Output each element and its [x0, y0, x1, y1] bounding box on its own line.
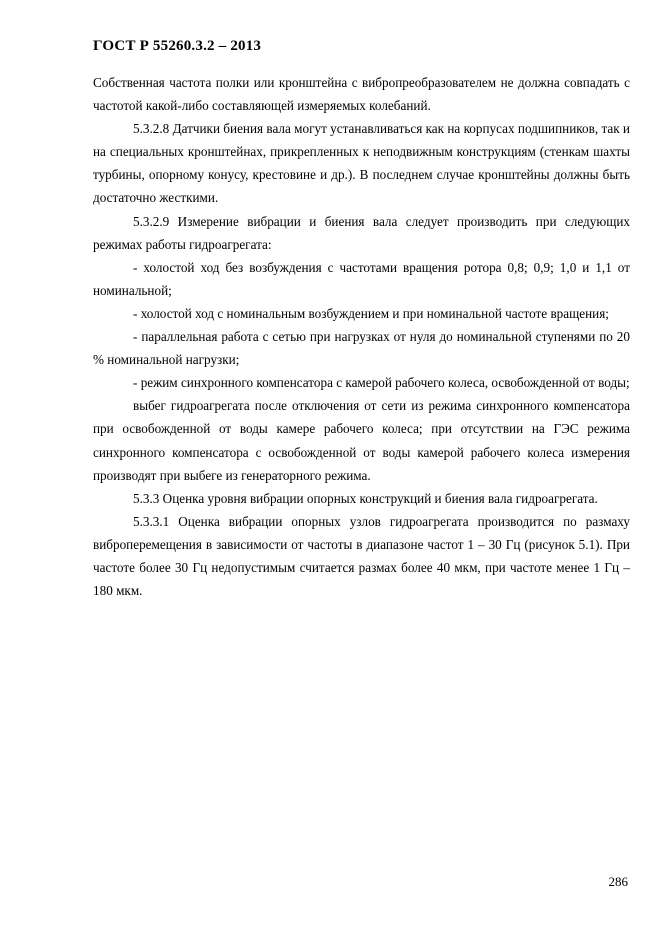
paragraph-5-3-2-9: 5.3.2.9 Измерение вибрации и биения вала следует производить при следующих режимах работы гидроагрегата:	[93, 213, 630, 252]
paragraph-5-3-2-8: 5.3.2.8 Датчики биения вала могут устанавливаться как на корпусах подшипников, так и на специальных кронштейнах, прикрепленных к неподвижным конструкциям (стенкам шахты турбины, опорному конусу, крестовине и др.). В последнем случае кронштейны должны быть достаточно жесткими.	[93, 121, 630, 206]
paragraph-5-3-3-1: 5.3.3.1 Оценка вибрации опорных узлов гидроагрегата производится по размаху виброперемещения в зависимости от частоты в диапазоне частот 1 – 30 Гц (рисунок 5.1). При частоте более 30 Гц недопустимым считается размах более 40 мкм, при частоте менее 1 Гц – 180 мкм.	[93, 513, 630, 599]
page-number: 286	[608, 874, 628, 889]
list-item-synchronous-compensator: - режим синхронного компенсатора с камерой рабочего колеса, освобожденной от воды;	[133, 375, 630, 391]
paragraph-natural-frequency: Собственная частота полки или кронштейна с вибропреобразователем не должна совпадать с частотой какой-либо составляющей измеряемых колебаний.	[93, 75, 630, 114]
document-header: ГОСТ Р 55260.3.2 – 2013	[93, 38, 262, 54]
document-body	[93, 71, 630, 602]
list-item-idle-nominal-excitation: - холостой ход с номинальным возбуждением и при номинальной частоте вращения;	[133, 305, 609, 321]
paragraph-5-3-3: 5.3.3 Оценка уровня вибрации опорных конструкций и биения вала гидроагрегата.	[133, 490, 598, 506]
list-item-runout-after-disconnect: выбег гидроагрегата после отключения от сети из режима синхронного компенсатора при освобожденной от воды камере рабочего колеса; при отсутствии на ГЭС режима синхронного компенсатора с освобожденной от воды камерой рабочего колеса измерения производят при выбеге из генераторного режима.	[93, 398, 630, 483]
list-item-idle-no-excitation: - холостой ход без возбуждения с частотами вращения ротора 0,8; 0,9; 1,0 и 1,1 от номинальной;	[93, 259, 630, 298]
list-item-parallel-operation: - параллельная работа с сетью при нагрузках от нуля до номинальной ступенями по 20 % номинальной нагрузки;	[93, 329, 630, 368]
